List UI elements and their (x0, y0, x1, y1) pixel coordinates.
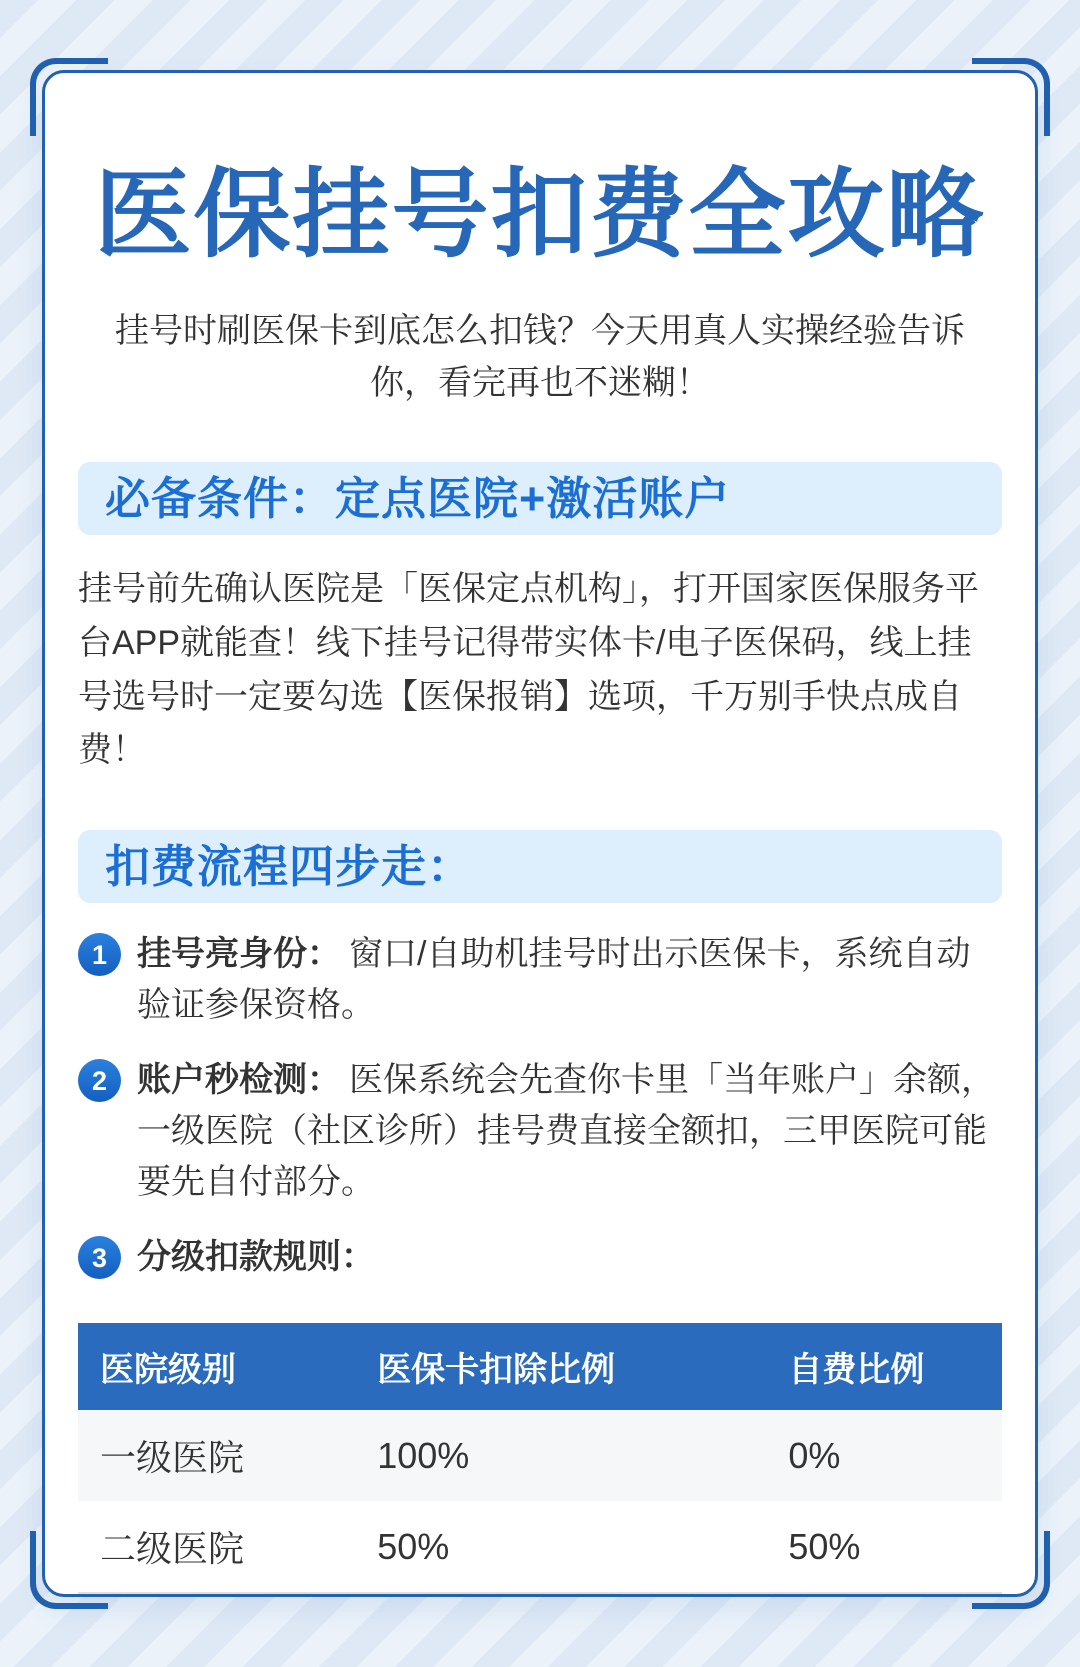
steps-list (78, 929, 1002, 1283)
page-subtitle: 挂号时刷医保卡到底怎么扣钱？今天用真人实操经验告诉你，看完再也不迷糊！ (115, 311, 965, 403)
table-header-hospital-level: 医院级别 (78, 1323, 355, 1410)
step-3-text (137, 1232, 383, 1283)
section-heading-requirements-label: 必备条件：定点医院+激活账户 (105, 472, 731, 524)
table-header-row (78, 1323, 1002, 1410)
deduction-rules-table (78, 1323, 1002, 1594)
content-card (42, 70, 1038, 1597)
section-heading-requirements (78, 462, 1002, 535)
step-item-2 (78, 1055, 1002, 1208)
step-1-label: 挂号亮身份： (137, 935, 341, 974)
table-cell-level-2: 二级医院 (78, 1501, 355, 1593)
step-2-number-badge: 2 (78, 1059, 121, 1102)
table-row (78, 1410, 1002, 1501)
table-cell-level-2-deduction: 50% (355, 1501, 766, 1593)
table-cell-level-1-selfpay: 0% (766, 1410, 1002, 1501)
section-heading-process (78, 830, 1002, 903)
section-heading-process-label: 扣费流程四步走： (105, 841, 474, 893)
step-2-label: 账户秒检测： (137, 1061, 341, 1100)
step-2-text (137, 1055, 1002, 1208)
table-header-self-pay: 自费比例 (766, 1323, 1002, 1410)
table-cell-level-2-selfpay: 50% (766, 1501, 1002, 1593)
table-cell-level-1-deduction: 100% (355, 1410, 766, 1501)
step-1-text (137, 929, 1002, 1031)
step-item-1 (78, 929, 1002, 1031)
step-1-description: 窗口/自助机挂号时出示医保卡，系统自动验证参保资格。 (137, 935, 971, 1025)
step-item-3 (78, 1232, 1002, 1283)
table-cell-level-1: 一级医院 (78, 1410, 355, 1501)
page-title: 医保挂号扣费全攻略 (94, 160, 986, 269)
table-header-insurance-deduction: 医保卡扣除比例 (355, 1323, 766, 1410)
step-3-number-badge: 3 (78, 1236, 121, 1279)
step-3-label: 分级扣款规则： (137, 1238, 375, 1277)
step-1-number-badge: 1 (78, 933, 121, 976)
table-row (78, 1501, 1002, 1593)
requirements-paragraph: 挂号前先确认医院是「医保定点机构」，打开国家医保服务平台APP就能查！线下挂号记得带实体卡/电子医保码，线上挂号选号时一定要勾选【医保报销】选项，千万别手快点成自费！ (78, 570, 979, 770)
step-2-description: 医保系统会先查你卡里「当年账户」余额，一级医院（社区诊所）挂号费直接全额扣，三甲医院可能要先自付部分。 (137, 1061, 995, 1202)
